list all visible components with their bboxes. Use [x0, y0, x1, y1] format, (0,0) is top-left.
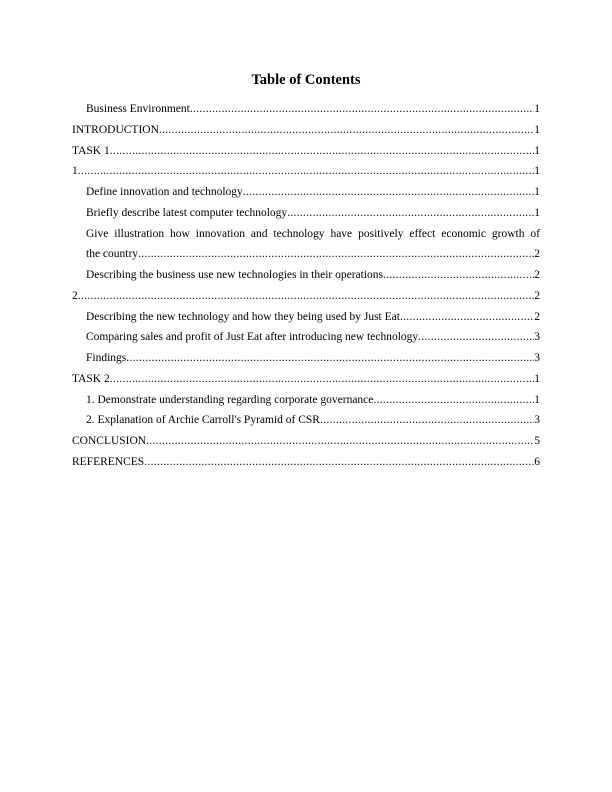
- toc-dot-leader: [287, 203, 534, 224]
- toc-entry-page: 1: [534, 206, 540, 219]
- toc-entry-section-1[interactable]: [72, 161, 540, 182]
- toc-entry-page: 1: [534, 123, 540, 136]
- toc-entry-label: 1: [72, 165, 78, 178]
- toc-dot-leader: [373, 390, 534, 411]
- toc-entry-label-line-2: the country: [86, 248, 139, 261]
- toc-entry-label: TASK 2: [72, 372, 110, 385]
- toc-dot-leader: [146, 431, 534, 452]
- toc-entry-page: 1: [534, 372, 540, 385]
- toc-entry-computer-technology[interactable]: [72, 203, 540, 224]
- toc-entry-label: Describing the business use new technologies in their operations: [86, 269, 384, 281]
- toc-entry-label: Briefly describe latest computer technology: [86, 206, 288, 219]
- toc-entry-page: 3: [534, 414, 540, 427]
- toc-entry-page: 1: [534, 103, 540, 115]
- toc-entry-label: TASK 1: [72, 144, 110, 157]
- toc-entry-section-2[interactable]: [72, 286, 540, 307]
- toc-entry-economic-growth[interactable]: [72, 224, 540, 266]
- toc-dot-leader: [383, 265, 534, 286]
- toc-dot-leader: [320, 410, 534, 431]
- toc-entry-label: Define innovation and technology: [86, 186, 243, 198]
- toc-entry-sales-profit[interactable]: [72, 327, 540, 348]
- toc-entry-label: Describing the new technology and how they being used by Just Eat: [86, 310, 400, 323]
- toc-entry-label-line-1: Give illustration how innovation and technology have positively effect economic growth of: [86, 227, 540, 240]
- toc-entry-page: 3: [534, 331, 540, 344]
- toc-entry-task-2[interactable]: [72, 369, 540, 390]
- toc-entry-label: 2: [72, 289, 78, 302]
- toc-dot-leader: [110, 369, 535, 390]
- toc-dot-leader: [418, 327, 534, 348]
- toc-entry-page: 6: [534, 455, 540, 468]
- toc-entry-page: 1: [534, 186, 540, 198]
- toc-entry-label: CONCLUSION: [72, 435, 147, 447]
- toc-entry-csr-pyramid[interactable]: [72, 410, 540, 431]
- toc-entry-task-1[interactable]: [72, 141, 540, 162]
- toc-entry-page: 1: [534, 144, 540, 157]
- toc-entry-label: 1. Demonstrate understanding regarding corporate governance: [86, 393, 374, 406]
- toc-title: Table of Contents: [251, 72, 361, 88]
- toc-entry-business-environment[interactable]: [72, 99, 540, 120]
- toc-dot-leader: [243, 182, 534, 203]
- toc-entry-references[interactable]: [72, 452, 540, 473]
- toc-entry-introduction[interactable]: [72, 120, 540, 141]
- toc-entry-conclusion[interactable]: [72, 431, 540, 452]
- toc-dot-leader: [138, 244, 534, 265]
- toc-dot-leader: [190, 99, 534, 120]
- toc-entry-page: 2: [534, 248, 540, 261]
- toc-entry-business-use[interactable]: [72, 265, 540, 286]
- toc-entry-label: Findings: [86, 352, 127, 364]
- toc-dot-leader: [110, 141, 535, 162]
- toc-list: [72, 99, 540, 473]
- toc-entry-label: 2. Explanation of Archie Carroll's Pyramid of CSR: [86, 414, 320, 427]
- toc-entry-page: 3: [534, 352, 540, 364]
- toc-entry-label: Comparing sales and profit of Just Eat after introducing new technology: [86, 331, 419, 344]
- toc-dot-leader: [400, 307, 534, 328]
- toc-dot-leader: [159, 120, 534, 141]
- toc-entry-page: 1: [534, 165, 540, 178]
- toc-entry-findings[interactable]: [72, 348, 540, 369]
- toc-entry-label: Business Environment: [86, 103, 190, 115]
- toc-dot-leader: [78, 161, 535, 182]
- toc-entry-page: 2: [534, 289, 540, 302]
- toc-entry-just-eat-technology[interactable]: [72, 307, 540, 328]
- toc-entry-page: 5: [534, 435, 540, 447]
- toc-entry-page: 2: [534, 310, 540, 323]
- toc-entry-page: 2: [534, 269, 540, 281]
- toc-entry-label: REFERENCES: [72, 455, 145, 468]
- toc-entry-label: INTRODUCTION: [72, 123, 159, 136]
- toc-entry-page: 1: [534, 393, 540, 406]
- toc-entry-label-line-2-row: [86, 244, 540, 265]
- toc-dot-leader: [126, 348, 534, 369]
- toc-entry-define-innovation[interactable]: [72, 182, 540, 203]
- toc-dot-leader: [144, 452, 534, 473]
- toc-dot-leader: [78, 286, 535, 307]
- toc-entry-corporate-governance[interactable]: [72, 390, 540, 411]
